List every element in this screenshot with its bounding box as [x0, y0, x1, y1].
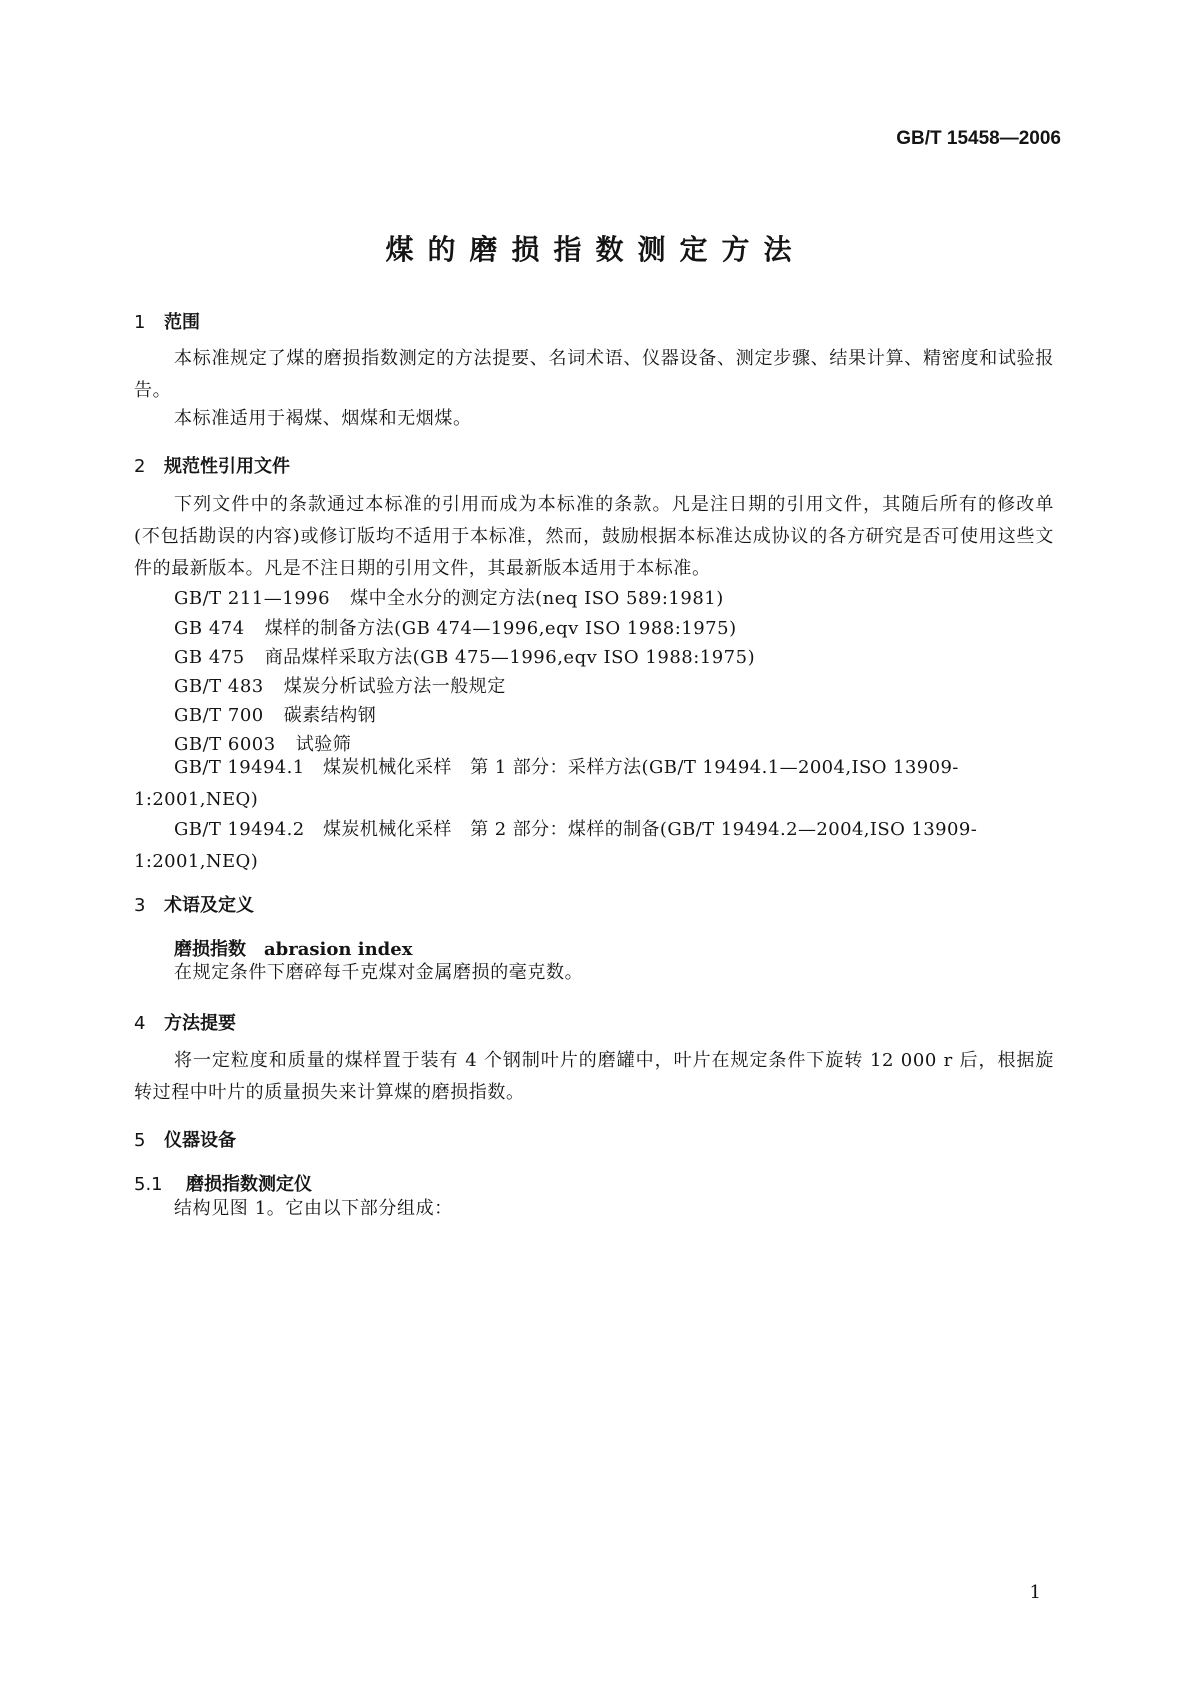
term-english: abrasion index: [264, 939, 413, 960]
section-1-paragraph-1: 本标准规定了煤的磨损指数测定的方法提要、名词术语、仪器设备、测定步骤、结果计算、精密度和试验报告。: [134, 348, 1054, 401]
term-chinese: 磨损指数: [174, 939, 246, 960]
section-2-paragraph-1: 下列文件中的条款通过本标准的引用而成为本标准的条款。凡是注日期的引用文件，其随后所有的修改单(不包括勘误的内容)或修订版均不适用于本标准，然而，鼓励根据本标准达成协议的各方研究是否可使用这些文件的最新版本。凡是不注日期的引用文件，其最新版本适用于本标准。: [134, 494, 1054, 579]
standard-number: GB/T 15458—2006: [896, 128, 1061, 149]
page-number: 1: [1029, 1582, 1041, 1603]
document-title: 煤的磨损指数测定方法: [385, 233, 806, 266]
section-5-1-paragraph-1: 结构见图 1。它由以下部分组成：: [174, 1198, 453, 1219]
section-4-paragraph-1: 将一定粒度和质量的煤样置于装有 4 个钢制叶片的磨罐中，叶片在规定条件下旋转 12 000 r 后，根据旋转过程中叶片的质量损失来计算煤的磨损指数。: [134, 1050, 1054, 1103]
reference-item: GB/T 6003 试验筛: [174, 734, 352, 755]
reference-item: GB 475 商品煤样采取方法(GB 475—1996,eqv ISO 1988:1975): [174, 647, 756, 668]
section-1-paragraph-2: 本标准适用于褐煤、烟煤和无烟煤。: [174, 408, 472, 429]
term-definition: 在规定条件下磨碎每千克煤对金属磨损的毫克数。: [174, 962, 584, 983]
reference-item: GB/T 483 煤炭分析试验方法一般规定: [174, 676, 506, 697]
section-3-heading: 3 术语及定义: [134, 895, 254, 916]
section-5-heading: 5 仪器设备: [134, 1130, 236, 1151]
section-4-heading: 4 方法提要: [134, 1013, 236, 1034]
reference-item: GB 474 煤样的制备方法(GB 474—1996,eqv ISO 1988:1975): [174, 618, 737, 639]
section-1-heading: 1 范围: [134, 312, 200, 333]
section-5-1-heading: 5.1 磨损指数测定仪: [134, 1174, 312, 1195]
reference-item-wrapped: GB/T 19494.1 煤炭机械化采样 第 1 部分：采样方法(GB/T 19494.1—2004,ISO 13909-1:2001,NEQ): [134, 757, 959, 810]
section-2-heading: 2 规范性引用文件: [134, 456, 290, 477]
reference-item: GB/T 700 碳素结构钢: [174, 705, 377, 726]
reference-item-wrapped: GB/T 19494.2 煤炭机械化采样 第 2 部分：煤样的制备(GB/T 19494.2—2004,ISO 13909-1:2001,NEQ): [134, 819, 978, 872]
reference-item: GB/T 211—1996 煤中全水分的测定方法(neq ISO 589:1981): [174, 588, 724, 609]
